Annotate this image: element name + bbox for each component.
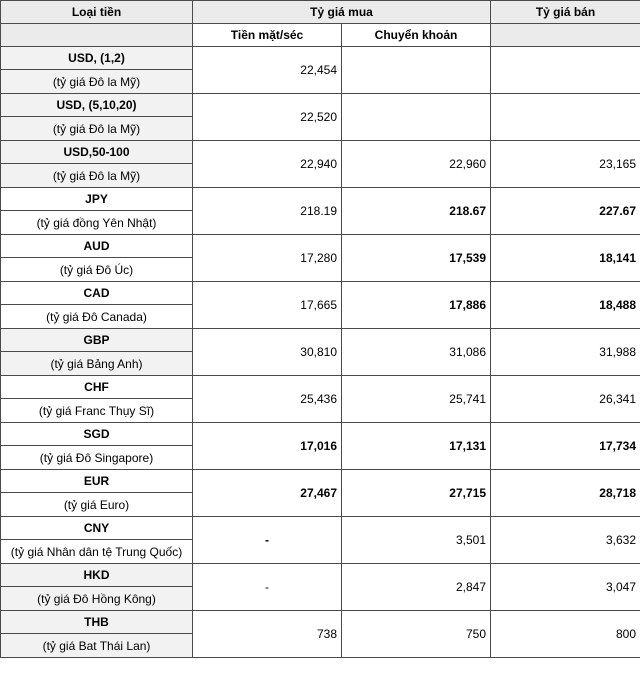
table-row [1, 329, 640, 352]
currency-code: CAD [1, 282, 193, 305]
currency-code: GBP [1, 329, 193, 352]
transfer-rate: 22,960 [342, 141, 491, 188]
header-blank [1, 24, 193, 47]
cash-rate: 17,280 [193, 235, 342, 282]
currency-description: (tỷ giá Franc Thụy Sĩ) [1, 399, 193, 423]
currency-code: USD, (5,10,20) [1, 94, 193, 117]
header-buy-rate: Tỷ giá mua [193, 1, 491, 24]
sell-rate: 800 [491, 611, 640, 658]
currency-description: (tỷ giá Đô la Mỹ) [1, 117, 193, 141]
currency-code: USD,50-100 [1, 141, 193, 164]
header-blank [491, 24, 640, 47]
transfer-rate: 750 [342, 611, 491, 658]
currency-description: (tỷ giá Đô Hồng Kông) [1, 587, 193, 611]
currency-description: (tỷ giá Bat Thái Lan) [1, 634, 193, 658]
transfer-rate: 17,539 [342, 235, 491, 282]
rate-rows [1, 47, 640, 658]
cash-rate: 22,454 [193, 47, 342, 94]
transfer-rate: 17,131 [342, 423, 491, 470]
sell-rate: 17,734 [491, 423, 640, 470]
sell-rate: 3,047 [491, 564, 640, 611]
sell-rate: 18,141 [491, 235, 640, 282]
table-row [1, 94, 640, 117]
transfer-rate: 27,715 [342, 470, 491, 517]
transfer-rate [342, 47, 491, 94]
transfer-rate: 31,086 [342, 329, 491, 376]
cash-rate: 25,436 [193, 376, 342, 423]
table-row [1, 517, 640, 540]
currency-code: USD, (1,2) [1, 47, 193, 70]
currency-description: (tỷ giá Đô la Mỹ) [1, 164, 193, 188]
table-row [1, 47, 640, 70]
currency-code: THB [1, 611, 193, 634]
table-row [1, 235, 640, 258]
currency-description: (tỷ giá Euro) [1, 493, 193, 517]
currency-description: (tỷ giá Đô Singapore) [1, 446, 193, 470]
header-cash: Tiền mặt/séc [193, 24, 342, 47]
cash-rate: - [193, 517, 342, 564]
cash-rate: - [193, 564, 342, 611]
cash-rate: 22,520 [193, 94, 342, 141]
currency-description: (tỷ giá đồng Yên Nhật) [1, 211, 193, 235]
currency-code: CHF [1, 376, 193, 399]
currency-description: (tỷ giá Đô la Mỹ) [1, 70, 193, 94]
transfer-rate: 17,886 [342, 282, 491, 329]
table-row [1, 282, 640, 305]
currency-description: (tỷ giá Nhân dân tệ Trung Quốc) [1, 540, 193, 564]
transfer-rate: 3,501 [342, 517, 491, 564]
cash-rate: 218.19 [193, 188, 342, 235]
table-row [1, 470, 640, 493]
header-sell-rate: Tỷ giá bán [491, 1, 640, 24]
sell-rate: 31,988 [491, 329, 640, 376]
sell-rate: 23,165 [491, 141, 640, 188]
currency-code: JPY [1, 188, 193, 211]
cash-rate: 22,940 [193, 141, 342, 188]
sell-rate: 28,718 [491, 470, 640, 517]
cash-rate: 17,665 [193, 282, 342, 329]
currency-description: (tỷ giá Bảng Anh) [1, 352, 193, 376]
cash-rate: 30,810 [193, 329, 342, 376]
sell-rate: 18,488 [491, 282, 640, 329]
sell-rate: 227.67 [491, 188, 640, 235]
sell-rate: 26,341 [491, 376, 640, 423]
sell-rate: 3,632 [491, 517, 640, 564]
transfer-rate [342, 94, 491, 141]
currency-code: EUR [1, 470, 193, 493]
table-row [1, 611, 640, 634]
table-row [1, 141, 640, 164]
table-row [1, 423, 640, 446]
cash-rate: 27,467 [193, 470, 342, 517]
currency-description: (tỷ giá Đô Canada) [1, 305, 193, 329]
currency-code: SGD [1, 423, 193, 446]
currency-code: CNY [1, 517, 193, 540]
currency-description: (tỷ giá Đô Úc) [1, 258, 193, 282]
sell-rate [491, 47, 640, 94]
currency-code: HKD [1, 564, 193, 587]
header-currency: Loại tiền [1, 1, 193, 24]
cash-rate: 738 [193, 611, 342, 658]
table-row [1, 564, 640, 587]
currency-code: AUD [1, 235, 193, 258]
transfer-rate: 25,741 [342, 376, 491, 423]
transfer-rate: 218.67 [342, 188, 491, 235]
cash-rate: 17,016 [193, 423, 342, 470]
transfer-rate: 2,847 [342, 564, 491, 611]
table-row [1, 188, 640, 211]
header-transfer: Chuyển khoản [342, 24, 491, 47]
sell-rate [491, 94, 640, 141]
table-row [1, 376, 640, 399]
